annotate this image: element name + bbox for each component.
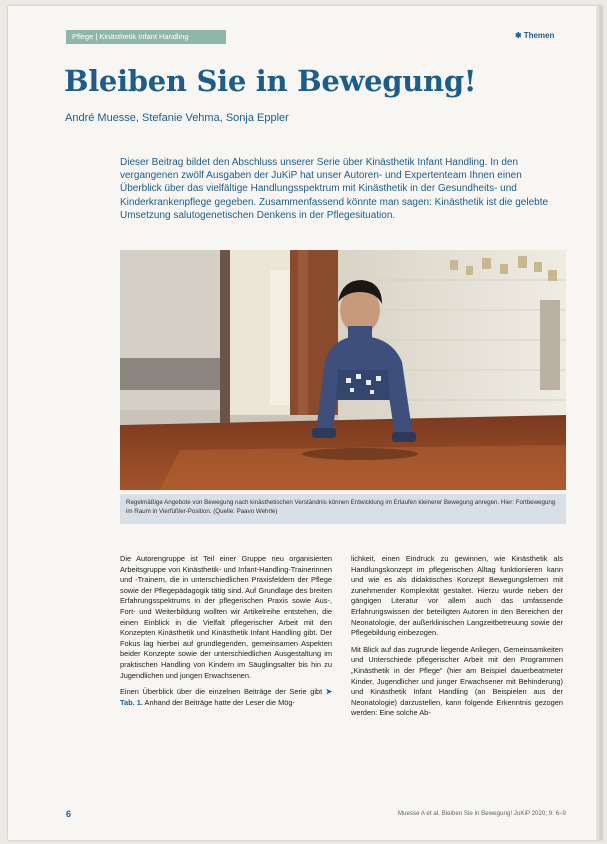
body-paragraph: Die Autorengruppe ist Teil einer Gruppe neu organisierten Arbeitsgruppe von Kinästhetik- und Infant-Handling-Trainerinnen und -Trainern, die in unterschiedlichen Praxisfeldern der Pflege sowie der Pflegepädagogik tätig sind. Auf Grundlage des breiten Erfahrungsspektrums in der pflegerischen Praxis sowie Aus-, Fort- und Weiterbildung wollten wir Artikelreihe entstehen, die einen Einblick in die Vielfalt pflegerischer Arbeit mit den Konzepten Kinästhetik und Kinästhetik Infant Handling gibt. Der Fokus lag hierbei auf grundlegenden, gemeinsamen Aspekten beider Konzepte sowie der unterschiedlichen Ausgestaltung im praktischen Handling von Kindern im Säuglingsalter bis hin zu Jugendlichen und jungen Erwachsenen. xyxy=(120,554,332,680)
text-column-left xyxy=(120,554,332,714)
body-text: Anhand der Beiträge hatte der Leser die Mög- xyxy=(144,697,295,707)
text-column-right xyxy=(351,554,563,725)
body-paragraph xyxy=(120,687,332,708)
section-label xyxy=(515,31,554,40)
article-lead: Dieser Beitrag bildet den Abschluss unserer Serie über Kinästhetik Infant Handling. In den vergangenen zwölf Ausgaben der JuKiP hat unser Autoren- und Expertenteam Ihnen einen Überblick über das vielfältige Handlungsspektrum mit Kinästhetik in der Gesundheits- und Kinderkrankenpflege gegeben. Zusammenfassend könnte man sagen: Kinästhetik ist die gelebte Umsetzung salutogenetischen Denkens in der Pflegesituation. xyxy=(120,157,549,221)
body-paragraph: lichkeit, einen Eindruck zu gewinnen, wie Kinästhetik als Handlungskonzept im pflegerischen Alltag funktionieren kann und wie es als didaktisches Konzept Bewegungslernen mit zunehmender Komplexität gestaltet. Hierzu wurde neben der gängigen Literatur vor allem auch das umfassende Erfahrungswissen der beteiligten Autoren in den Bereichen der Neonatologie, der außerklinischen Langzeitbetreuung sowie der Pflegebildung einbezogen. xyxy=(351,554,563,638)
section-rubric: Pflege | Kinästhetik Infant Handling xyxy=(66,30,226,44)
footer-citation: Muesse A et al. Bleiben Sie in Bewegung! JuKiP 2020; 9: 6–9 xyxy=(397,810,566,817)
star-icon: ✱ xyxy=(515,31,522,40)
magazine-page xyxy=(8,6,602,840)
article-title: Bleiben Sie in Bewegung! xyxy=(64,64,477,98)
photo-caption: Regelmäßige Angebote von Bewegung nach kinästhetischen Verständnis können Entwicklung im Erlaufen kleinerer Bewegung anregen. Hier: Fortbewegung im Raum in Vierfüßler-Position. (Quelle: Paavo Wehrle) xyxy=(120,494,566,524)
page-number: 6 xyxy=(66,809,72,819)
article-photo xyxy=(120,250,566,490)
article-authors: André Muesse, Stefanie Vehma, Sonja Eppler xyxy=(65,112,289,124)
photo-child-crawling xyxy=(120,250,566,490)
page-edge xyxy=(596,6,602,840)
body-text: Einen Überblick über die einzelnen Beiträge der Serie gibt xyxy=(120,687,323,697)
body-paragraph: Mit Blick auf das zugrunde liegende Anliegen, Gemeinsamkeiten und Unterschiede pflegerischer Arbeit mit den Programmen „Kinästhetik in der Pflege“ (hier am Beispiel dauerbeatmeter Kinder, Jugendlicher und junger Erwachsener mit Behinderung) und Kinästhetik Infant Handling (an Beispielen aus der Neonatologie) darzustellen, kann folgende Erkenntnis gezogen werden: Eine solche Ab- xyxy=(351,644,563,718)
section-label-text: Themen xyxy=(523,31,555,40)
table-reference-label: Tab. 1. xyxy=(120,697,143,707)
table-reference-link[interactable]: ➤ Tab. 1. xyxy=(120,687,332,707)
